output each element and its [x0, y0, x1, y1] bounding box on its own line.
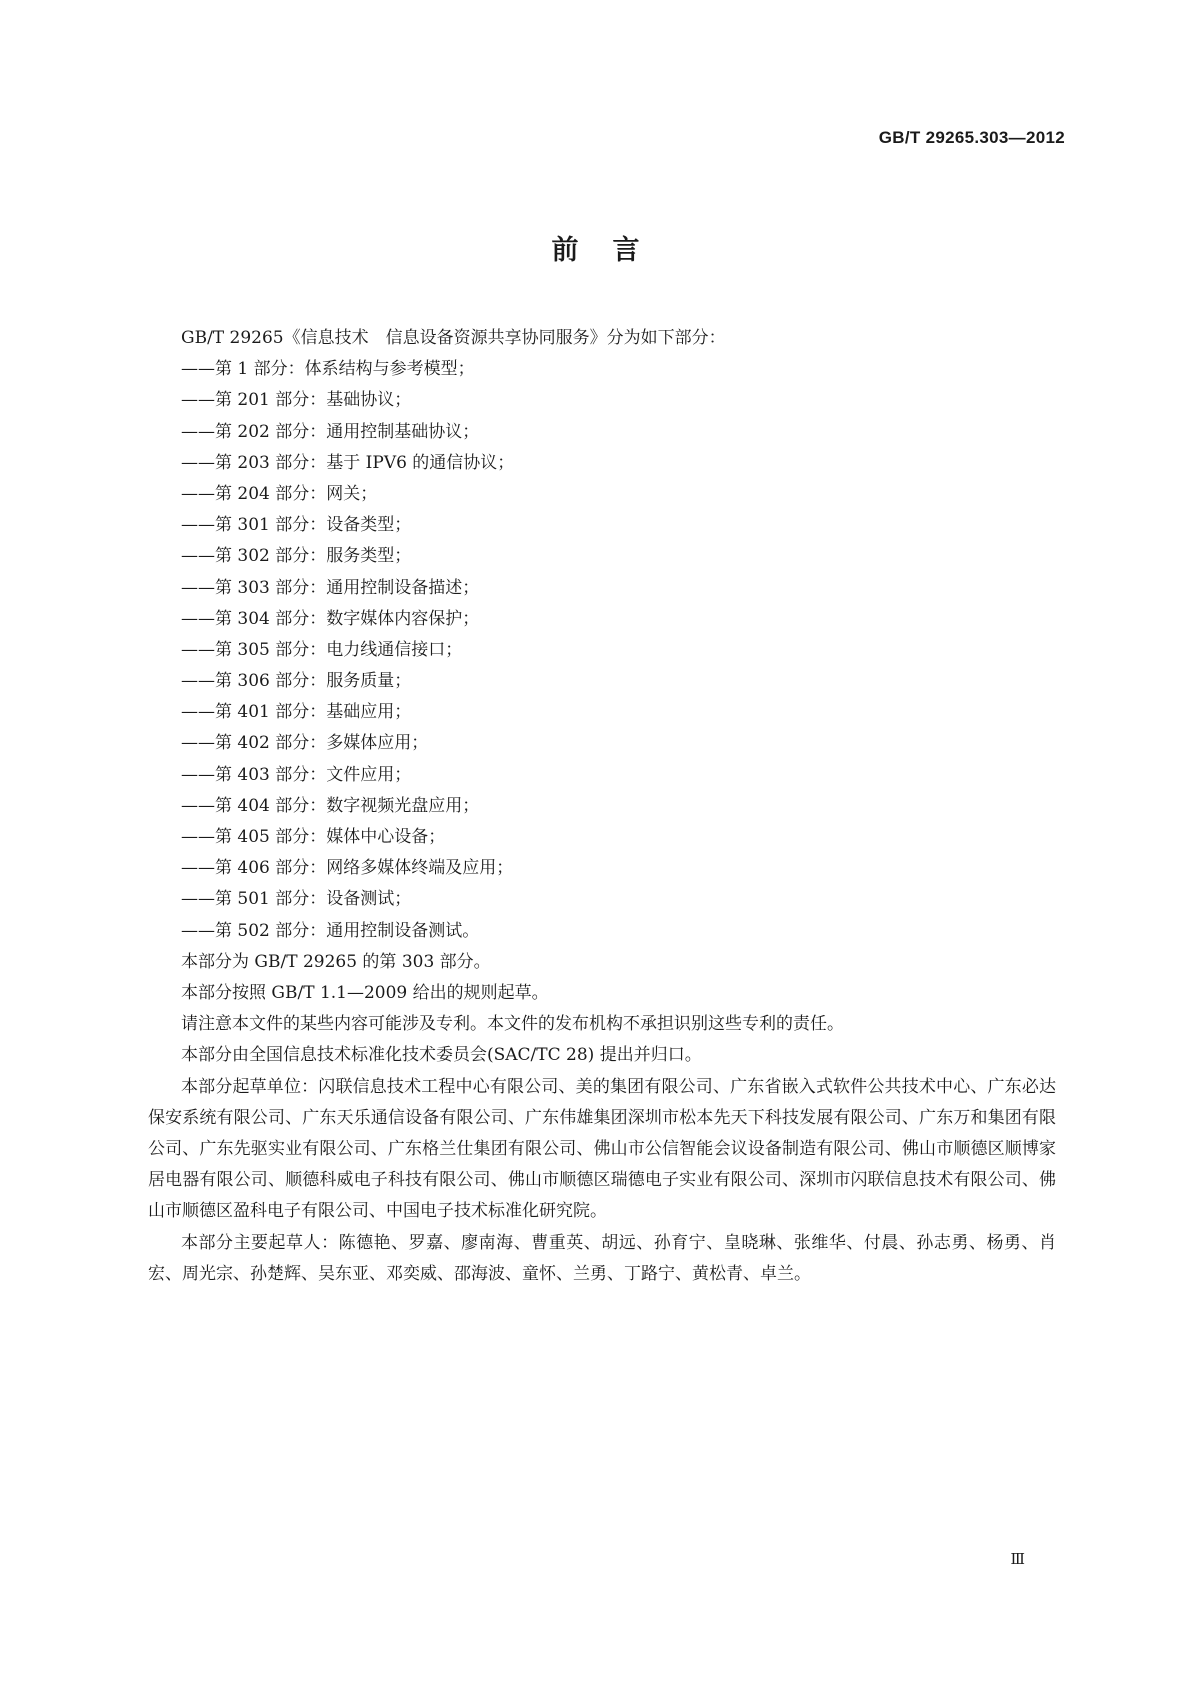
list-item: ——第 1 部分：体系结构与参考模型；: [181, 359, 475, 380]
parts-list: [148, 354, 1056, 947]
list-item: ——第 202 部分：通用控制基础协议；: [181, 421, 480, 442]
list-item: ——第 406 部分：网络多媒体终端及应用；: [181, 858, 514, 879]
list-item: ——第 405 部分：媒体中心设备；: [181, 827, 446, 847]
list-item: ——第 306 部分：服务质量；: [181, 671, 412, 692]
list-item: ——第 301 部分：设备类型；: [181, 515, 412, 536]
list-item: ——第 302 部分：服务类型；: [181, 546, 412, 567]
intro-line: GB/T 29265《信息技术 信息设备资源共享协同服务》分为如下部分：: [181, 328, 726, 348]
list-item: ——第 501 部分：设备测试；: [181, 889, 412, 910]
part-statement: 本部分为 GB/T 29265 的第 303 部分。: [181, 951, 491, 972]
list-item: ——第 303 部分：通用控制设备描述；: [181, 577, 480, 598]
page-number: Ⅲ: [1010, 1550, 1025, 1568]
foreword-body: [148, 323, 1056, 1290]
list-item: ——第 402 部分：多媒体应用；: [181, 733, 429, 754]
list-item: ——第 204 部分：网关；: [181, 483, 378, 504]
drafting-rules-statement: 本部分按照 GB/T 1.1—2009 给出的规则起草。: [181, 982, 549, 1003]
list-item: ——第 304 部分：数字媒体内容保护；: [181, 608, 480, 629]
list-item: ——第 403 部分：文件应用；: [181, 764, 412, 785]
page-title: 前言: [551, 235, 674, 266]
committee-statement: 本部分由全国信息技术标准化技术委员会(SAC/TC 28) 提出并归口。: [181, 1045, 702, 1066]
patent-notice: 请注意本文件的某些内容可能涉及专利。本文件的发布机构不承担识别这些专利的责任。: [181, 1014, 844, 1035]
drafters-paragraph: 本部分主要起草人：陈德艳、罗嘉、廖南海、曹重英、胡远、孙育宁、皇晓琳、张维华、付晨、孙志勇、杨勇、肖宏、周光宗、孙楚辉、吴东亚、邓奕威、邵海波、童怀、兰勇、丁路宁、黄松青、卓兰。: [148, 1232, 1056, 1284]
drafting-units-paragraph: 本部分起草单位：闪联信息技术工程中心有限公司、美的集团有限公司、广东省嵌入式软件公共技术中心、广东必达保安系统有限公司、广东天乐通信设备有限公司、广东伟雄集团深圳市松本先天下科技发展有限公司、广东万和集团有限公司、广东先驱实业有限公司、广东格兰仕集团有限公司、佛山市公信智能会议设备制造有限公司、佛山市顺德区顺博家居电器有限公司、顺德科威电子科技有限公司、佛山市顺德区瑞德电子实业有限公司、深圳市闪联信息技术有限公司、佛山市顺德区盈科电子有限公司、中国电子技术标准化研究院。: [148, 1076, 1056, 1222]
standard-number: GB/T 29265.303—2012: [878, 128, 1065, 147]
list-item: ——第 401 部分：基础应用；: [181, 702, 412, 723]
list-item: ——第 502 部分：通用控制设备测试。: [181, 920, 480, 941]
list-item: ——第 305 部分：电力线通信接口；: [181, 639, 463, 660]
list-item: ——第 203 部分：基于 IPV6 的通信协议；: [181, 452, 515, 473]
list-item: ——第 404 部分：数字视频光盘应用；: [181, 795, 480, 816]
list-item: ——第 201 部分：基础协议；: [181, 390, 412, 411]
